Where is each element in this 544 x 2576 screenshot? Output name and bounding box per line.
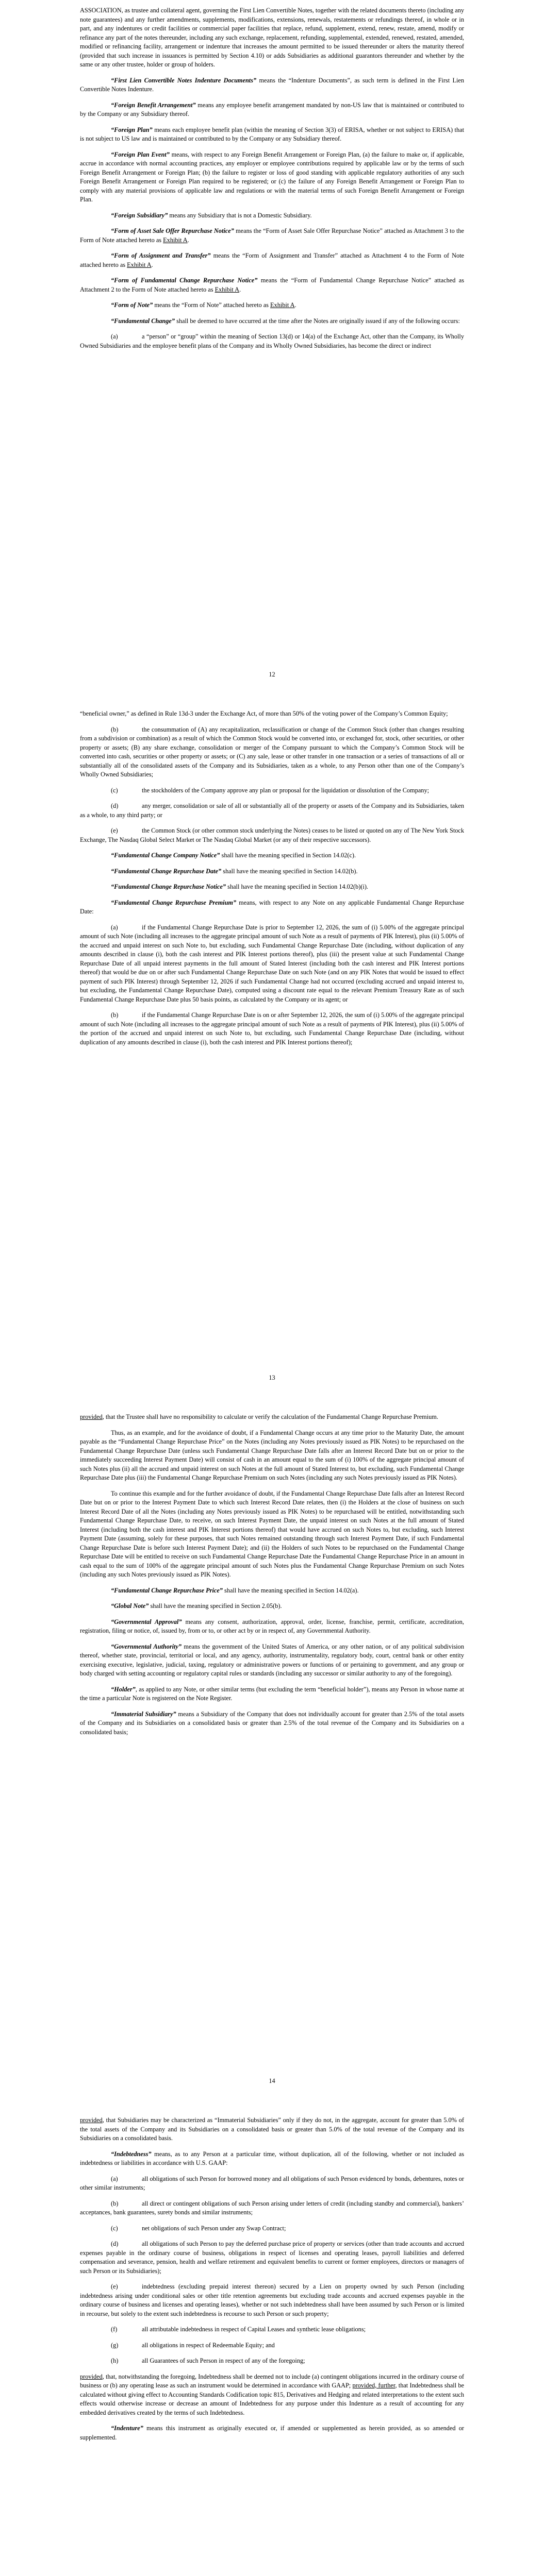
- definition: “Fundamental Change” shall be deemed to have occurred at the time after the Notes are originally issued if any of the following occurs:: [111, 317, 460, 325]
- defined-term: “Fundamental Change Company Notice”: [111, 852, 220, 859]
- defined-term: “Fundamental Change”: [111, 317, 175, 325]
- defined-term: “Form of Note”: [111, 301, 153, 309]
- definition: “Fundamental Change Repurchase Premium” means, with respect to any Note on any applicable Fundamental Change Repurchase Date:: [80, 899, 464, 915]
- definition: “Immaterial Subsidiary” means a Subsidiary of the Company that does not individually account for greater than 2.5% of the total assets of the Company and its Subsidiaries on a consolidated basis or greater than 2.5% of the total revenue of the Company and its Subsidiaries on a consolidated basis;: [80, 1710, 465, 1736]
- definition: “Indebtedness” means, as to any Person at a particular time, without duplication, all of the following, whether or not included as indebtedness or liabilities in accordance with U.S. GAAP:: [80, 2150, 464, 2166]
- clause-label: (c): [111, 2224, 118, 2232]
- clause-label: (e): [111, 2283, 118, 2290]
- definition: “Fundamental Change Repurchase Date” shall have the meaning specified in Section 14.02(b).: [111, 867, 358, 875]
- exhibit-reference: Exhibit A: [215, 285, 240, 293]
- clause-label: (a): [111, 333, 118, 340]
- clause: (d) any merger, consolidation or sale of all or substantially all of the property or assets of the Company and its Subsidiaries, taken as a whole, to any third party; or: [80, 802, 464, 819]
- definition: “Form of Assignment and Transfer” means the “Form of Assignment and Transfer” attached as Attachment 4 to the Form of Note attached hereto as Exhibit A.: [80, 252, 464, 268]
- page-15: [0, 2110, 544, 2576]
- clause: (a) if the Fundamental Change Repurchase Date is prior to September 12, 2026, the sum of (i) 5.00% of the aggregate principal amount of such Note (including all increases to the aggregate principal amount of such Note as a result of payments of PIK Interest), plus (ii) 5.00% of the accrued and unpaid interest on such Note to, but excluding, such Fundamental Change Repurchase Date (including, without duplication of any amounts described in clause (i), both the cash interest and PIK Interest portions thereof), plus (iii) the present value at such Fundamental Change Repurchase Date of all unpaid interest payments in the full amount of Stated Interest (including both the cash interest and PIK Interest portions thereof) that would be due on or after such Fundamental Change Repurchase Date on such Note (and on any PIK Notes that would be issued to effect payment of such PIK Interest) through September 12, 2026 if such Fundamental Change had not occurred (excluding accrued and unpaid interest to, but excluding, the Fundamental Change Repurchase Date), computed using a discount rate equal to the relevant Premium Treasury Rate as of such Fundamental Change Repurchase Date plus 50 basis points, as calculated by the Company or its agent; or: [80, 923, 464, 1003]
- clause: (f) all attributable indebtedness in respect of Capital Leases and synthetic lease obligations;: [80, 2325, 464, 2334]
- definition: “Foreign Subsidiary” means any Subsidiary that is not a Domestic Subsidiary.: [111, 211, 312, 219]
- defined-term: “Fundamental Change Repurchase Price”: [111, 1586, 223, 1594]
- defined-term: “Global Note”: [111, 1602, 149, 1609]
- definition: “Holder”, as applied to any Note, or other similar terms (but excluding the term “beneficial holder”), means any Person in whose name at the time a particular Note is registered on the Note Register.: [80, 1685, 464, 1702]
- defined-term: “Form of Assignment and Transfer”: [111, 252, 211, 259]
- proviso: provided: [80, 2116, 103, 2124]
- clause-label: (a): [111, 2175, 118, 2182]
- defined-term: “Indebtedness”: [111, 2150, 152, 2158]
- clause: (c) net obligations of such Person under any Swap Contract;: [80, 2224, 464, 2233]
- clause-label: (b): [111, 1011, 119, 1019]
- clause-label: (b): [111, 725, 119, 733]
- defined-term: “Foreign Subsidiary”: [111, 211, 168, 219]
- defined-term: “Fundamental Change Repurchase Date”: [111, 867, 222, 875]
- clause: (h) all Guarantees of such Person in respect of any of the foregoing;: [80, 2357, 464, 2366]
- clause: (e) indebtedness (excluding prepaid interest thereon) secured by a Lien on property owned by such Person (including indebtedness arising under conditional sales or other title retention agreements but excluding trade accounts and accrued expenses payable in the ordinary course of business and licenses and operating leases), whether or not such indebtedness shall have been assumed by such Person or is limited in recourse, but solely to the extent such indebtedness is recourse to such Person or such property;: [80, 2283, 464, 2317]
- defined-term: “Governmental Approval”: [111, 1618, 182, 1625]
- defined-term: “Foreign Plan”: [111, 126, 153, 133]
- clause: (b) if the Fundamental Change Repurchase Date is on or after September 12, 2026, the sum of (i) 5.00% of the aggregate principal amount of such Note (including all increases to the aggregate principal amount of such Note as a result of payments of PIK Interest), plus (ii) 5.00% of the portion of the accrued and unpaid interest on such Note to, but excluding, such Fundamental Change Repurchase Date (including, without duplication of any amounts described in clause (i), both the cash interest and PIK Interest portions thereof);: [80, 1011, 464, 1046]
- paragraph: “beneficial owner,” as defined in Rule 13d-3 under the Exchange Act, of more than 50% of the voting power of the Company’s Common Equity;: [80, 710, 448, 717]
- definition: “Indenture” means this instrument as originally executed or, if amended or supplemented as herein provided, as so amended or supplemented.: [80, 2425, 464, 2441]
- defined-term: “First Lien Convertible Notes Indenture Documents”: [111, 76, 257, 84]
- exhibit-reference: Exhibit A: [270, 301, 295, 309]
- clause-label: (h): [111, 2357, 119, 2364]
- definition: “Fundamental Change Repurchase Notice” shall have the meaning specified in Section 14.02(b)(i).: [111, 883, 368, 890]
- paragraph: To continue this example and for the further avoidance of doubt, if the Fundamental Change Repurchase Date falls after an Interest Record Date but on or prior to the Interest Payment Date to which such Interest Record Date relates, then (i) the Holders at the close of business on such Interest Record Date of all the Notes (including any Notes previously issued as PIK Notes) to be repurchased will be entitled, notwithstanding such Fundamental Change Repurchase Date, to receive, on such Interest Payment Date, the unpaid interest on such Notes at the full amount of Stated Interest (including both the cash interest and PIK Interest portions thereof) that would have accrued on such Notes to, but excluding, such Interest Payment Date (assuming, solely for these purposes, that such Notes remained outstanding through such Interest Payment Date, if such Fundamental Change Repurchase Date is before such Interest Payment Date); and (ii) the Holders of such Notes to be repurchased on the Fundamental Change Repurchase Date will be entitled to receive on such Fundamental Change Repurchase Date the Fundamental Change Repurchase Price in an amount in cash equal to the sum of 100% of the aggregate principal amount of such Notes plus the Fundamental Change Repurchase Premium on such Notes (including any such Notes previously issued as PIK Notes).: [80, 1489, 464, 1578]
- page-14-text: [80, 1413, 464, 1743]
- proviso: provided: [80, 1413, 103, 1420]
- defined-term: “Form of Asset Sale Offer Repurchase Notice”: [111, 227, 234, 234]
- defined-term: “Holder”: [111, 1685, 136, 1693]
- definition: “Governmental Authority” means the government of the United States of America, or any other nation, or of any political subdivision thereof, whether state, provincial, territorial or local, and any agency, authority, instrumentality, regulatory body, court, central bank or other entity exercising executive, legislative, judicial, taxing, regulatory or administrative powers or functions of or pertaining to government, and any group or body charged with setting accounting or regulatory capital rules or standards (including any successor or similar authority to any of the foregoing).: [80, 1642, 464, 1677]
- defined-term: “Governmental Authority”: [111, 1642, 182, 1650]
- clause: (e) the Common Stock (or other common stock underlying the Notes) ceases to be listed or quoted on any of The New York Stock Exchange, The Nasdaq Global Select Market or The Nasdaq Global Market (or any of their respective successors).: [80, 827, 464, 843]
- page-number: 13: [269, 1374, 275, 1381]
- definition: “First Lien Convertible Notes Indenture Documents” means the “Indenture Documents”, as such term is defined in the First Lien Convertible Notes Indenture.: [80, 76, 464, 93]
- page-14: [0, 1406, 544, 2110]
- defined-term: “Indenture”: [111, 2425, 143, 2432]
- defined-term: “Fundamental Change Repurchase Notice”: [111, 883, 226, 890]
- clause-label: (a): [111, 923, 118, 931]
- definition: “Fundamental Change Repurchase Price” shall have the meaning specified in Section 14.02(a).: [111, 1586, 359, 1594]
- definition: “Governmental Approval” means any consent, authorization, approval, order, license, franchise, permit, certificate, accreditation, registration, filing or notice, of, issued by, from or to, or other act by or in respect of, any Governmental Authority.: [80, 1618, 464, 1634]
- definition: “Form of Fundamental Change Repurchase Notice” means the “Form of Fundamental Change Repurchase Notice” attached as Attachment 2 to the Form of Note attached hereto as Exhibit A.: [80, 277, 464, 293]
- paragraph: Thus, as an example, and for the avoidance of doubt, if a Fundamental Change occurs at any time prior to the Maturity Date, the amount payable as the “Fundamental Change Repurchase Price” on the Notes (including any Notes previously issued as PIK Notes) to be repurchased on the Fundamental Change Repurchase Date (unless such Fundamental Change Repurchase Date falls after an Interest Record Date but on or prior to the immediately succeeding Interest Payment Date) will consist of cash in an amount equal to the sum of (i) 100% of the aggregate principal amount of such Notes plus (ii) all the accrued and unpaid interest on such Notes at the full amount of Stated Interest to, but excluding, such Fundamental Change Repurchase Date plus (iii) the Fundamental Change Repurchase Premium on such Notes (including any such Notes previously issued as PIK Notes).: [80, 1429, 464, 1481]
- paragraph: provided, that Subsidiaries may be characterized as “Immaterial Subsidiaries” only if they do not, in the aggregate, account for greater than 5.0% of the total assets of the Company and its Subsidiaries on a consolidated basis or greater than 5.0% of the total revenue of the Company and its Subsidiaries on a consolidated basis.: [80, 2116, 464, 2142]
- exhibit-reference: Exhibit A: [163, 236, 188, 244]
- clause: (d) all obligations of such Person to pay the deferred purchase price of property or services (other than trade accounts and accrued expenses payable in the ordinary course of business, obligations in respect of licenses and operating leases, payroll liabilities and deferred compensation and severance, pension, health and welfare retirement and equivalent benefits to current or former employees, directors or managers of such Person or its Subsidiaries);: [80, 2240, 464, 2275]
- clause: (g) all obligations in respect of Redeemable Equity; and: [80, 2341, 464, 2350]
- proviso: provided: [80, 2372, 103, 2380]
- clause-label: (e): [111, 827, 118, 834]
- clause-label: (c): [111, 786, 118, 794]
- page-number: 14: [269, 2077, 275, 2084]
- definition: “Fundamental Change Company Notice” shall have the meaning specified in Section 14.02(c).: [111, 852, 356, 859]
- page-13: [0, 703, 544, 1406]
- clause: (b) the consummation of (A) any recapitalization, reclassification or change of the Common Stock (other than changes resulting from a subdivision or combination) as a result of which the Common Stock would be converted into, or exchanged for, stock, other securities, or other property or assets; (B) any share exchange, consolidation or merger of the Company pursuant to which the Company’s Common Stock will be converted into cash, securities or other property or assets; or (C) any sale, lease or other transfer in one transaction or a series of transactions of all or substantially all of the consolidated assets of the Company and its Subsidiaries, taken as a whole, to any Person other than one of the Company’s Wholly Owned Subsidiaries;: [80, 725, 464, 778]
- clause-label: (g): [111, 2341, 119, 2349]
- defined-term: “Form of Fundamental Change Repurchase Notice”: [111, 277, 258, 284]
- defined-term: “Foreign Benefit Arrangement”: [111, 101, 196, 109]
- paragraph: provided, that the Trustee shall have no responsibility to calculate or verify the calculation of the Fundamental Change Repurchase Premium.: [80, 1413, 438, 1420]
- paragraph: provided, that, notwithstanding the foregoing, Indebtedness shall be deemed not to include (a) contingent obligations incurred in the ordinary course of business or (b) any operating lease as such an instrument would be determined in accordance with GAAP; provided, further, that Indebtedness shall be calculated without giving effect to Accounting Standards Codification topic 815, Derivatives and Hedging and related interpretations to the extent such effects would otherwise increase or decrease an amount of Indebtedness for any purpose under this Indenture as a result of accounting for any embedded derivatives created by the terms of such Indebtedness.: [80, 2372, 464, 2416]
- clause: (a) all obligations of such Person for borrowed money and all obligations of such Person evidenced by bonds, debentures, notes or other similar instruments;: [80, 2175, 464, 2191]
- exhibit-reference: Exhibit A: [127, 261, 152, 268]
- page-15-text: [80, 2116, 464, 2449]
- proviso: provided, further: [352, 2382, 395, 2389]
- definition: “Form of Asset Sale Offer Repurchase Notice” means the “Form of Asset Sale Offer Repurchase Notice” attached as Attachment 3 to the Form of Note attached hereto as Exhibit A.: [80, 227, 465, 244]
- clause-label: (f): [111, 2326, 118, 2333]
- page-13-text: [80, 709, 464, 1054]
- definition: “Form of Note” means the “Form of Note” attached hereto as Exhibit A.: [111, 301, 296, 309]
- page-number: 12: [269, 671, 275, 678]
- clause-label: (d): [111, 2240, 119, 2247]
- clause: (a) a “person” or “group” within the meaning of Section 13(d) or 14(a) of the Exchange Act, other than the Company, its Wholly Owned Subsidiaries and the employee benefit plans of the Company and its Wholly Owned Subsidiaries, has become the direct or indirect: [80, 333, 464, 349]
- definition: “Foreign Benefit Arrangement” means any employee benefit arrangement mandated by non-US law that is maintained or contributed to by the Company or any Subsidiary thereof.: [80, 101, 464, 117]
- defined-term: “Immaterial Subsidiary”: [111, 1710, 176, 1718]
- page-12-text: [80, 6, 464, 357]
- defined-term: “Fundamental Change Repurchase Premium”: [111, 899, 237, 906]
- defined-term: “Foreign Plan Event”: [111, 150, 170, 158]
- definition: “Foreign Plan Event” means, with respect to any Foreign Benefit Arrangement or Foreign Plan, (a) the failure to make or, if applicable, accrue in accordance with normal accounting practices, any employer or employee contributions required by applicable law or by the terms of such Foreign Benefit Arrangement or Foreign Plan; (b) the failure to register or loss of good standing with applicable regulatory authorities of any such Foreign Benefit Arrangement or Foreign Plan required to be registered; or (c) the failure of any Foreign Benefit Arrangement or Foreign Plan to comply with any material provisions of applicable law and regulations or with the material terms of such Foreign Benefit Arrangement or Foreign Plan.: [80, 150, 464, 203]
- clause: (c) the stockholders of the Company approve any plan or proposal for the liquidation or dissolution of the Company;: [80, 786, 464, 795]
- definition: “Global Note” shall have the meaning specified in Section 2.05(b).: [111, 1602, 282, 1609]
- clause-label: (d): [111, 802, 119, 809]
- clause: (b) all direct or contingent obligations of such Person arising under letters of credit (including standby and commercial), bankers’ acceptances, bank guarantees, surety bonds and similar instruments;: [80, 2199, 464, 2216]
- definition: “Foreign Plan” means each employee benefit plan (within the meaning of Section 3(3) of ERISA, whether or not subject to ERISA) that is not subject to US law and is maintained or contributed to by the Company or any Subsidiary thereof.: [80, 126, 464, 142]
- clause-label: (b): [111, 2199, 119, 2207]
- paragraph: ASSOCIATION, as trustee and collateral agent, governing the First Lien Convertible Notes, together with the related documents thereto (including any note guarantees) and any further amendments, supplements, modifications, extensions, renewals, restatements or refundings thereof, in whole or in part, and any indentures or credit facilities or commercial paper facilities that replace, refund, supplement, extend, renew, restate, amend, modify or refinance any part of the notes thereunder, including any such exchange, replacement, refunding, supplemental, extended, renewed, restated, amended, modified or refinancing facility, arrangement or indenture that increases the amount permitted to be issued thereunder or alters the maturity thereof (provided that such increase in issuances is permitted by Section 4.10) or adds Subsidiaries as additional guarantors thereunder and whether by the same or any other trustee, holder or group of holders.: [80, 7, 464, 68]
- page-12: [0, 0, 544, 703]
